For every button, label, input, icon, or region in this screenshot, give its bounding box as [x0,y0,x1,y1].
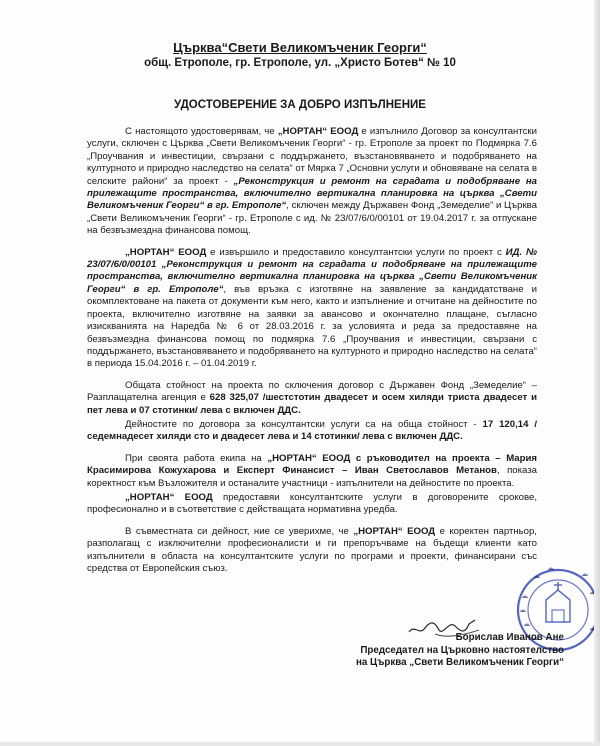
company-name: „НОРТАН“ ЕООД [277,126,359,137]
team-members: с ръководител на проекта – Мария Красимирова Кожухарова и Експерт Финансист – Иван Светославов Метанов [87,452,537,477]
signatory-organization: на Църква „Свети Великомъченик Георги“ [355,657,564,669]
company-name: „НОРТАН“ ЕООД [267,452,351,464]
church-name: Църква“Свети Великомъченик Георги“ [173,40,427,55]
paragraph-4: Дейностите по договора за консултантски услуги са на обща стойност - 17 120,14 /седемнадесет хиляди сто и двадесет лева и 14 стотинки/ лева с включен ДДС. [87,418,537,443]
paragraph-1: С настоящото удостоверявам, че „НОРТАН“ ЕООД е изпълнило Договор за консултантски услуги, сключен с Църква „Свети Великомъченик Георги“ - гр. Етрополе за проект по Подмярка 7.6 „Проучвания и инвестиции, свързани с поддържането, възстановяването и подобряването на културното и природно наследство на селата“ от Мярка 7 „Основни услуги и обновяване на селата в селските райони“ за проект - „Реконструкция и ремонт на сградата и подобряване на прилежащите пространства, включително вертикална планировка на църква „Свети Великомъченик Георги“ в гр. Етрополе“, сключен между Държавен Фонд „Земеделие“ и Църква „Свети Великомъченик Георги“ - гр. Етрополе с ид. № 23/07/6/0/00101 от 19.04.2017 г. за отпускане на безвъзмездна финансова помощ. [87,126,537,237]
signatory-name: Борислав Иванов Ане [455,632,564,643]
paragraph-6: „НОРТАН“ ЕООД предоставяи консултантските услуги в договорените срокове, професионално и в съответствие с действащата нормативна уредба. [87,491,537,516]
paragraph-2: „НОРТАН“ ЕООД е извършило и предоставило консултантски услуги по проект с ИД. № 23/07/6/0/00101 „Реконструкция и ремонт на сградата и подобряване на прилежащите пространства, включително вертикална планировка на църква „Свети Великомъченик Георги“ в гр. Етрополе“, във връзка с изготвяне на заявление за кандидатстване и окомплектоване на пакета от документи към него, както и изпълнение и отчитане на дейностите по проекта, включително изготвяне на заявки за авансово и окончателно плащане, съгласно изискванията на Наредба № 6 от 28.03.2016 г. за условията и реда за предоставяне на безвъзмездна финансова помощ по подмярка 7.6 „Проучвания и инвестиции, свързани с поддържането, възстановяването и подобряването на културното и природно наследство на селата“ в периода 15.04.2016 г. – 01.04.2019 г. [87,246,538,370]
document-title: УДОСТОВЕРЕНИЕ ЗА ДОБРО ИЗПЪЛНЕНИЕ [174,99,426,111]
paragraph-5: При своята работа екипа на „НОРТАН“ ЕООД с ръководител на проекта – Мария Красимирова Кожухарова и Експерт Финансист – Иван Светославов Метанов, показа коректност към Възложителя и останалите участници - изпълнители на дейностите по проекта. [87,452,537,489]
signature-block [334,632,564,670]
contract-amount: 17 120,14 /седемнадесет хиляди сто и двадесет лева и 14 стотинки/ лева с включен ДДС. [87,418,537,443]
page-edge [594,0,600,746]
project-amount: 628 325,07 /шестстотин двадесет и осем хиляди триста двадесет и пет лева и 07 стотинки/ лева с включен ДДС. [87,392,537,416]
company-name: „НОРТАН“ ЕООД [125,491,213,503]
company-name: „НОРТАН“ ЕООД [125,246,207,258]
church-address: общ. Етрополе, гр. Етрополе, ул. „Христо Ботев“ № 10 [144,57,456,69]
page-bottom-edge [0,742,600,746]
project-title: ИД. № 23/07/6/0/00101 „Реконструкция и ремонт на сградата и подобряване на прилежащите пространства, включително вертикална планировка на църква „Свети Великомъченик Георги“ в гр. Етрополе“ [87,246,538,295]
signatory-position: Председател на Църковно настоятелство [360,644,564,656]
project-title: „Реконструкция и ремонт на сградата и подобряване на прилежащите пространства, включително вертикална планировка на църква „Свети Великомъченик Георги“ в гр. Етрополе“ [87,175,537,212]
paragraph-7: В съвместната си дейност, ние се уверихме, че „НОРТАН“ ЕООД е коректен партньор, разполагащ с изключителни професионалисти и ги препоръчваме на бъдещи клиенти като изпълнители в областа на консултантските услуги по програми и проекти, финансирани със средства от Европейския съюз. [87,525,537,574]
paragraph-3: Общата стойност на проекта по сключения договор с Държавен Фонд „Земеделие“ – Разплащателна агенция е 628 325,07 /шестстотин двадесет и осем хиляди триста двадесет и пет лева и 07 стотинки/ лева с включен ДДС. [87,379,537,416]
document-body [87,126,537,584]
company-name: „НОРТАН“ ЕООД [353,525,436,537]
